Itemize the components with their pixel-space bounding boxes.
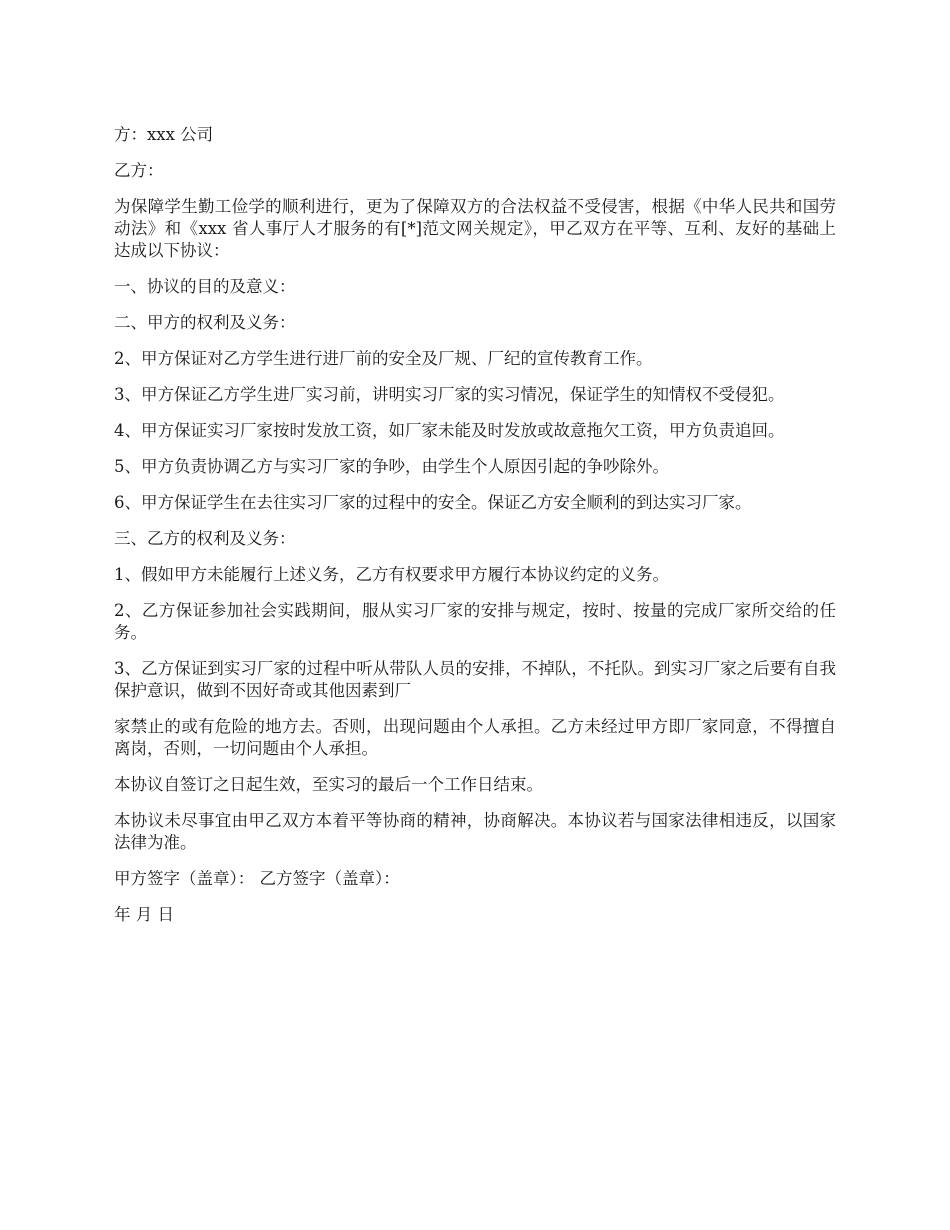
effective-date-clause: 本协议自签订之日起生效，至实习的最后一个工作日结束。 xyxy=(114,775,543,794)
document-body xyxy=(114,124,836,940)
party-b-line: 乙方： xyxy=(114,161,164,180)
section-heading-party-b: 三、乙方的权利及义务： xyxy=(114,529,296,548)
party-a-clause: 4、甲方保证实习厂家按时发放工资，如厂家未能及时发放或故意拖欠工资，甲方负责追回。 xyxy=(114,421,785,440)
party-b-clause: 3、乙方保证到实习厂家的过程中听从带队人员的安排，不掉队，不托队。到实习厂家之后要有自我保护意识，做到不因好奇或其他因素到厂 xyxy=(114,659,836,700)
party-a-clause: 6、甲方保证学生在去往实习厂家的过程中的安全。保证乙方安全顺利的到达实习厂家。 xyxy=(114,493,752,512)
section-heading-purpose: 一、协议的目的及意义： xyxy=(114,277,296,296)
party-b-clause: 1、假如甲方未能履行上述义务，乙方有权要求甲方履行本协议约定的义务。 xyxy=(114,565,669,584)
supplementary-clause: 本协议未尽事宜由甲乙双方本着平等协商的精神，协商解决。本协议若与国家法律相违反，以国家法律为准。 xyxy=(114,811,836,852)
party-a-clause: 5、甲方负责协调乙方与实习厂家的争吵，由学生个人原因引起的争吵除外。 xyxy=(114,457,669,476)
party-b-clause: 2、乙方保证参加社会实践期间，服从实习厂家的安排与规定，按时、按量的完成厂家所交给的任务。 xyxy=(114,601,836,642)
party-a-clause: 2、甲方保证对乙方学生进行进厂前的安全及厂规、厂纪的宣传教育工作。 xyxy=(114,349,653,368)
preamble-paragraph: 为保障学生勤工俭学的顺利进行，更为了保障双方的合法权益不受侵害，根据《中华人民共和国劳动法》和《xxx 省人事厅人才服务的有[*]范文网关规定》，甲乙双方在平等、互利、友好的基础上达成以下协议： xyxy=(114,197,836,260)
party-a-line: 方：xxx 公司 xyxy=(114,125,214,144)
signature-line: 甲方签字（盖章）： 乙方签字（盖章）： xyxy=(114,869,400,888)
date-line: 年 月 日 xyxy=(114,905,174,924)
section-heading-party-a: 二、甲方的权利及义务： xyxy=(114,313,296,332)
party-a-clause: 3、甲方保证乙方学生进厂实习前，讲明实习厂家的实习情况，保证学生的知情权不受侵犯。 xyxy=(114,385,785,404)
party-b-clause-continued: 家禁止的或有危险的地方去。否则，出现问题由个人承担。乙方未经过甲方即厂家同意，不得擅自离岗，否则，一切问题由个人承担。 xyxy=(114,717,836,758)
